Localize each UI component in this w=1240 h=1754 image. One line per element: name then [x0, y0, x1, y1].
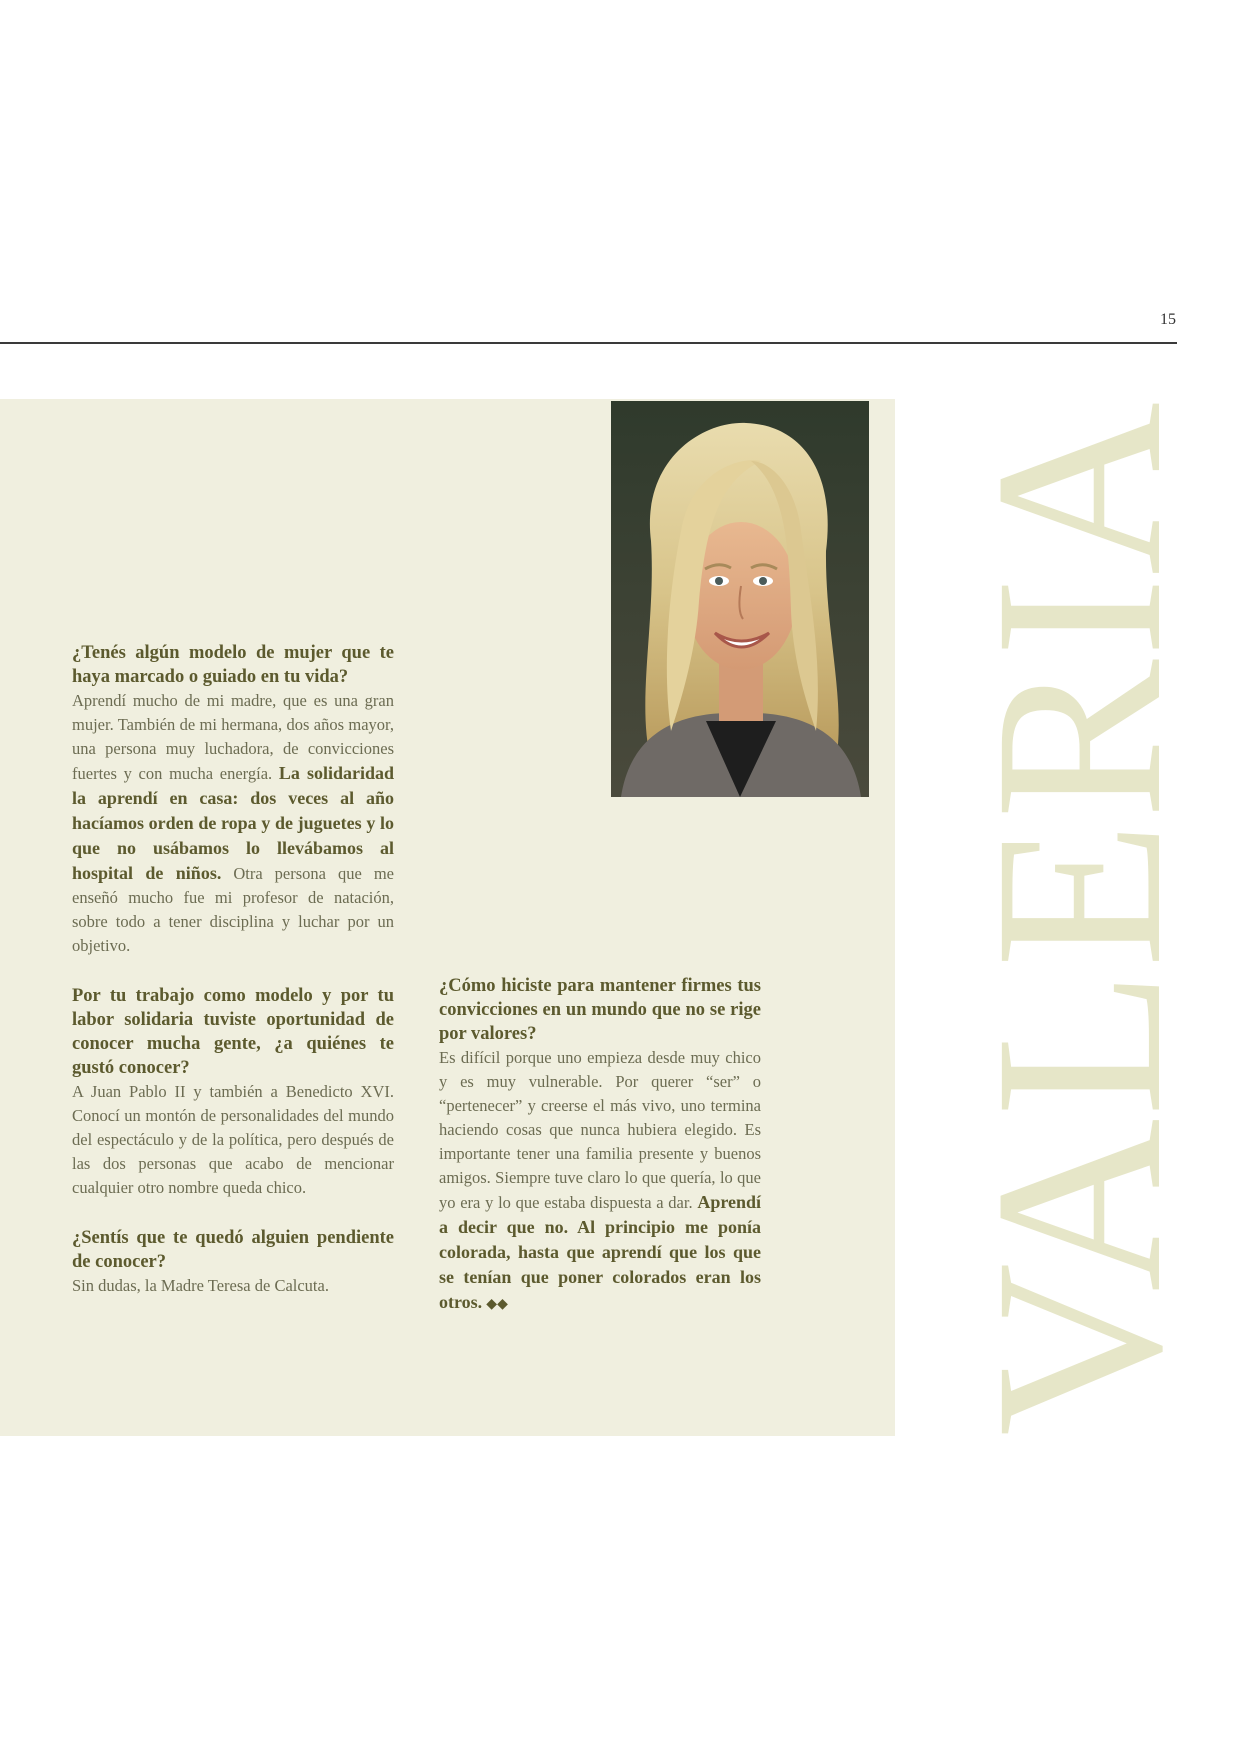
qa-block-1	[72, 641, 394, 958]
question-3: ¿Sentís que te quedó alguien pendiente de conocer?	[72, 1228, 394, 1272]
portrait-image	[611, 401, 869, 797]
qa-block-2	[72, 984, 394, 1200]
answer-1-bold: La solidaridad la aprendí en casa: dos veces al año hacíamos orden de ropa y de juguetes y lo que no usábamos lo llevábamos al hospital de niños.	[72, 763, 394, 883]
answer-1-part-b: Otra persona que me enseñó mucho fue mi profesor de natación, sobre todo a tener disciplina y luchar por un objetivo.	[72, 864, 394, 955]
left-column	[72, 641, 394, 1324]
right-column	[439, 974, 761, 1343]
vertical-title: VALERIA	[945, 399, 1211, 1437]
portrait-photo	[611, 401, 869, 797]
page-number: 15	[1160, 311, 1176, 328]
answer-1-part-a: Aprendí mucho de mi madre, que es una gran mujer. También de mi hermana, dos años mayor, una persona muy luchadora, de convicciones fuertes y con mucha energía.	[72, 691, 394, 783]
question-2: Por tu trabajo como modelo y por tu labor solidaria tuviste oportunidad de conocer mucha gente, ¿a quiénes te gustó conocer?	[72, 986, 394, 1078]
question-4: ¿Cómo hiciste para mantener firmes tus convicciones en un mundo que no se rige por valores?	[439, 976, 761, 1044]
answer-3: Sin dudas, la Madre Teresa de Calcuta.	[72, 1276, 329, 1295]
answer-4	[439, 1046, 761, 1317]
answer-4-bold: Aprendí a decir que no. Al principio me ponía colorada, hasta que aprendí que los que se tenían que poner colorados eran los otros.	[439, 1192, 762, 1312]
qa-block-3	[72, 1226, 394, 1298]
question-1: ¿Tenés algún modelo de mujer que te haya marcado o guiado en tu vida?	[72, 643, 394, 687]
answer-4-part-a: Es difícil porque uno empieza desde muy chico y es muy vulnerable. Por querer “ser” o “pertenecer” y creerse el más vivo, uno termina haciendo cosas que nunca hubiera elegido. Es importante tener una familia presente y buenos amigos. Siempre tuve claro lo que quería, lo que yo era y lo que estaba dispuesta a dar.	[439, 1048, 761, 1212]
qa-block-4	[439, 974, 761, 1317]
header-rule	[0, 342, 1177, 344]
end-mark-icon: ◆◆	[486, 1297, 508, 1312]
answer-1	[72, 689, 394, 958]
answer-2: A Juan Pablo II y también a Benedicto XVI. Conocí un montón de personalidades del mundo del espectáculo y de la política, pero después de las dos personas que acabo de mencionar cualquier otro nombre queda chico.	[72, 1082, 394, 1197]
